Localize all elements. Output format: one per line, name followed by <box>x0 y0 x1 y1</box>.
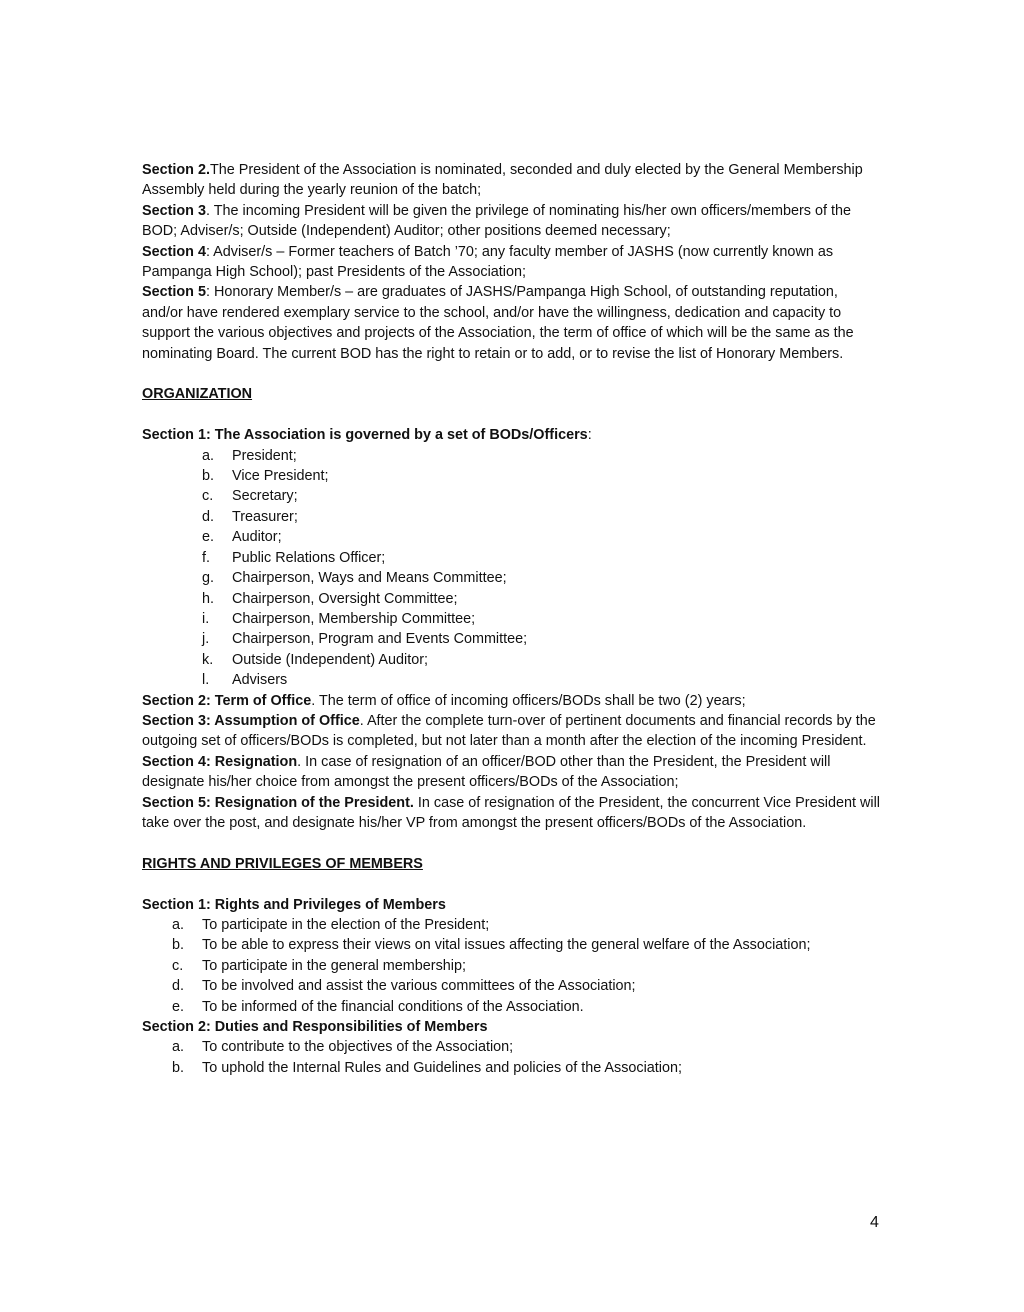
list-text: Chairperson, Ways and Means Committee; <box>232 570 507 587</box>
rights-list <box>142 915 882 1017</box>
organization-section-1 <box>142 425 882 445</box>
list-item <box>142 568 882 588</box>
section-text: . In case of resignation of an officer/BOD other than the President, the President will designate his/her choice from amongst the present officers/BODs of the Association; <box>142 753 831 791</box>
list-text: Vice President; <box>232 468 329 485</box>
list-text: To be involved and assist the various committees of the Association; <box>202 978 636 995</box>
list-marker: j. <box>202 631 210 648</box>
organization-section-2 <box>142 691 882 711</box>
list-text: Treasurer; <box>232 508 298 525</box>
intro-section-5 <box>142 282 882 364</box>
list-item <box>142 589 882 609</box>
list-item <box>142 976 882 996</box>
list-item <box>142 956 882 976</box>
list-text: Secretary; <box>232 488 298 505</box>
rights-section-2: Section 2: Duties and Responsibilities of Members <box>142 1019 488 1035</box>
rights-section-1: Section 1: Rights and Privileges of Members <box>142 896 446 913</box>
section-label: Section 5: Resignation of the President. <box>142 794 414 811</box>
list-text: Public Relations Officer; <box>232 549 386 566</box>
list-item <box>142 935 882 955</box>
section-text: : Honorary Member/s – are graduates of JASHS/Pampanga High School, of outstanding reputation, and/or have rendered exemplary service to the school, and/or have the willingness, dedication and capacity to support the various objectives and projects of the Association, the term of office of which will be the same as the nominating Board. The current BOD has the right to retain or to add, or to revise the list of Honorary Members. <box>142 284 854 362</box>
list-marker: b. <box>172 937 185 954</box>
list-item <box>142 650 882 670</box>
section-label: Section 2: Term of Office <box>142 692 312 709</box>
officers-list <box>142 446 882 691</box>
section-label: Section 3 <box>142 202 206 219</box>
list-marker: b. <box>202 468 215 485</box>
list-item <box>142 466 882 486</box>
section-label: Section 2. <box>142 162 210 178</box>
page-number: 4 <box>870 1214 879 1231</box>
list-text: Chairperson, Program and Events Committee; <box>232 631 528 648</box>
section-text: : Adviser/s – Former teachers of Batch ’70; any faculty member of JASHS (now currently known as Pampanga High School); past Presidents of the Association; <box>142 243 834 281</box>
list-text: To be able to express their views on vital issues affecting the general welfare of the Association; <box>202 937 811 954</box>
section-label: Section 4: Resignation <box>142 753 298 770</box>
section-label: Section 5 <box>142 284 206 301</box>
list-item <box>142 629 882 649</box>
section-text: : <box>587 427 592 444</box>
list-marker: a. <box>172 916 185 933</box>
list-item <box>142 486 882 506</box>
list-item <box>142 609 882 629</box>
list-marker: d. <box>202 508 215 525</box>
list-item <box>142 997 882 1017</box>
list-marker: c. <box>172 957 184 974</box>
section-label: Section 3: Assumption of Office <box>142 712 360 729</box>
organization-heading: ORGANIZATION <box>142 386 253 403</box>
list-marker: d. <box>172 978 185 995</box>
section-text: . The term of office of incoming officers/BODs shall be two (2) years; <box>311 692 746 709</box>
list-marker: a. <box>202 447 215 464</box>
section-text: The President of the Association is nominated, seconded and duly elected by the General Membership Assembly held during the yearly reunion of the batch; <box>142 162 863 199</box>
list-marker: b. <box>172 1059 185 1076</box>
section-label: Section 4 <box>142 243 206 260</box>
intro-section-3 <box>142 201 882 242</box>
list-text: President; <box>232 447 297 464</box>
list-item <box>142 670 882 690</box>
list-text: Chairperson, Membership Committee; <box>232 610 476 627</box>
list-text: To contribute to the objectives of the Association; <box>202 1039 514 1056</box>
list-item <box>142 548 882 568</box>
rights-heading: RIGHTS AND PRIVILEGES OF MEMBERS <box>142 855 423 872</box>
organization-section-3 <box>142 711 882 752</box>
section-text: . The incoming President will be given the privilege of nominating his/her own officers/members of the BOD; Adviser/s; Outside (Independent) Auditor; other positions deemed necessary; <box>142 202 851 240</box>
list-marker: e. <box>202 529 215 546</box>
list-item <box>142 446 882 466</box>
duties-list <box>142 1037 882 1078</box>
list-item <box>142 507 882 527</box>
list-marker: k. <box>202 651 214 668</box>
list-text: Outside (Independent) Auditor; <box>232 651 429 668</box>
organization-section-5 <box>142 793 882 834</box>
list-marker: l. <box>202 672 210 689</box>
list-marker: f. <box>202 549 210 566</box>
list-marker: g. <box>202 570 215 587</box>
list-text: Advisers <box>232 672 288 689</box>
list-item <box>142 1058 882 1078</box>
list-item <box>142 915 882 935</box>
intro-section-4 <box>142 242 882 283</box>
list-marker: a. <box>172 1039 185 1056</box>
document-page <box>142 160 882 1078</box>
list-text: To participate in the general membership; <box>202 957 466 974</box>
list-text: To uphold the Internal Rules and Guidelines and policies of the Association; <box>202 1059 682 1076</box>
organization-section-4 <box>142 752 882 793</box>
list-text: Chairperson, Oversight Committee; <box>232 590 458 607</box>
section-text: In case of resignation of the President, the concurrent Vice President will take over the post, and designate his/her VP from amongst the present officers/BODs of the Association. <box>142 794 880 831</box>
list-item <box>142 527 882 547</box>
list-text: To be informed of the financial conditions of the Association. <box>202 998 584 1015</box>
list-marker: c. <box>202 488 214 505</box>
list-text: Auditor; <box>232 529 282 546</box>
intro-section-2 <box>142 160 882 201</box>
list-item <box>142 1037 882 1057</box>
list-marker: i. <box>202 610 210 627</box>
list-marker: e. <box>172 998 185 1015</box>
section-label: Section 1: The Association is governed by a set of BODs/Officers <box>142 427 588 444</box>
section-text: . After the complete turn-over of pertinent documents and financial records by the outgoing set of officers/BODs is completed, but not later than a month after the election of the incoming President. <box>142 712 876 750</box>
list-marker: h. <box>202 590 215 607</box>
list-text: To participate in the election of the President; <box>202 916 490 933</box>
